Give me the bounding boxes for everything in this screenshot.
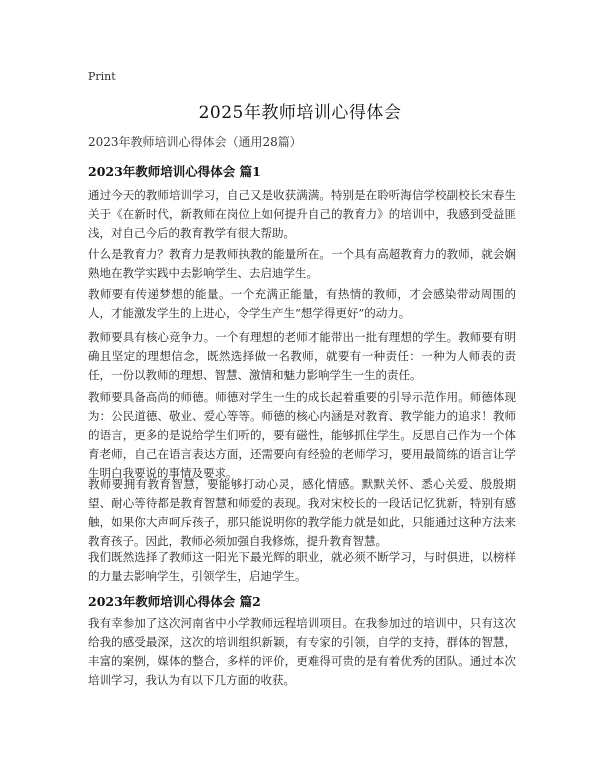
paragraph: 教师要有传递梦想的能量。一个充满正能量，有热情的教师，才会感染带动周围的人，才能激发学生的上进心，令学生产生“想学得更好”的动力。 — [88, 287, 516, 320]
section-heading-2: 2023年教师培训心得体会 篇2 — [88, 594, 261, 609]
print-link[interactable]: Print — [88, 70, 116, 83]
paragraph: 什么是教育力？教育力是教师执教的能量所在。一个具有高超教育力的教师，就会娴熟地在教学实践中去影响学生、去启迪学生。 — [88, 247, 516, 280]
paragraph: 教师要拥有教育智慧，要能够打动心灵，感化情感。默默关怀、悉心关爱、殷殷期望、耐心等待都是教育智慧和师爱的表现。我对宋校长的一段话记忆犹新，特别有感触，如果你大声呵斥孩子，那只能说明你的教学能力就是如此，只能通过这种方法来教育孩子。因此，教师必须加强自我修炼，提升教育智慧。 — [88, 477, 516, 548]
paragraph: 我有幸参加了这次河南省中小学教师远程培训项目。在我参加过的培训中，只有这次给我的感受最深，这次的培训组织新颖，有专家的引领，自学的支持，群体的智慧，丰富的案例，媒体的整合，多样的评价，更难得可贵的是有着优秀的团队。通过本次培训学习，我认为有以下几方面的收获。 — [88, 616, 516, 687]
paragraph: 教师要具备高尚的师德。师德对学生一生的成长起着重要的引导示范作用。师德体现为：公民道德、敬业、爱心等等。师德的核心内涵是对教育、教学能力的追求！教师的语言，更多的是说给学生们听的，要有磁性，能够抓住学生。反思自己作为一个体育老师，自己在语言表达方面，还需要向有经验的老师学习，要用最简练的语言让学生明白我要说的事情及要求。 — [88, 390, 516, 480]
section-heading-1: 2023年教师培训心得体会 篇1 — [88, 164, 261, 179]
paragraph: 我们既然选择了教师这一阳光下最光辉的职业，就必须不断学习，与时俱进，以榜样的力量去影响学生，引领学生，启迪学生。 — [88, 550, 516, 583]
document-subtitle: 2023年教师培训心得体会（通用28篇） — [88, 135, 302, 149]
page-title: 2025年教师培训心得体会 — [198, 103, 402, 123]
paragraph: 通过今天的教师培训学习，自己又是收获满满。特别是在聆听海信学校副校长宋春生关于《在新时代，新教师在岗位上如何提升自己的教育力》的培训中，我感到受益匪浅，对自己今后的教育教学有很大帮助。 — [88, 188, 516, 240]
paragraph: 教师要具有核心竞争力。一个有理想的老师才能带出一批有理想的学生。教师要有明确且坚定的理想信念，既然选择做一名教师，就要有一种责任：一种为人师表的责任，一份以教师的理想、智慧、激情和魅力影响学生一生的责任。 — [88, 330, 516, 382]
